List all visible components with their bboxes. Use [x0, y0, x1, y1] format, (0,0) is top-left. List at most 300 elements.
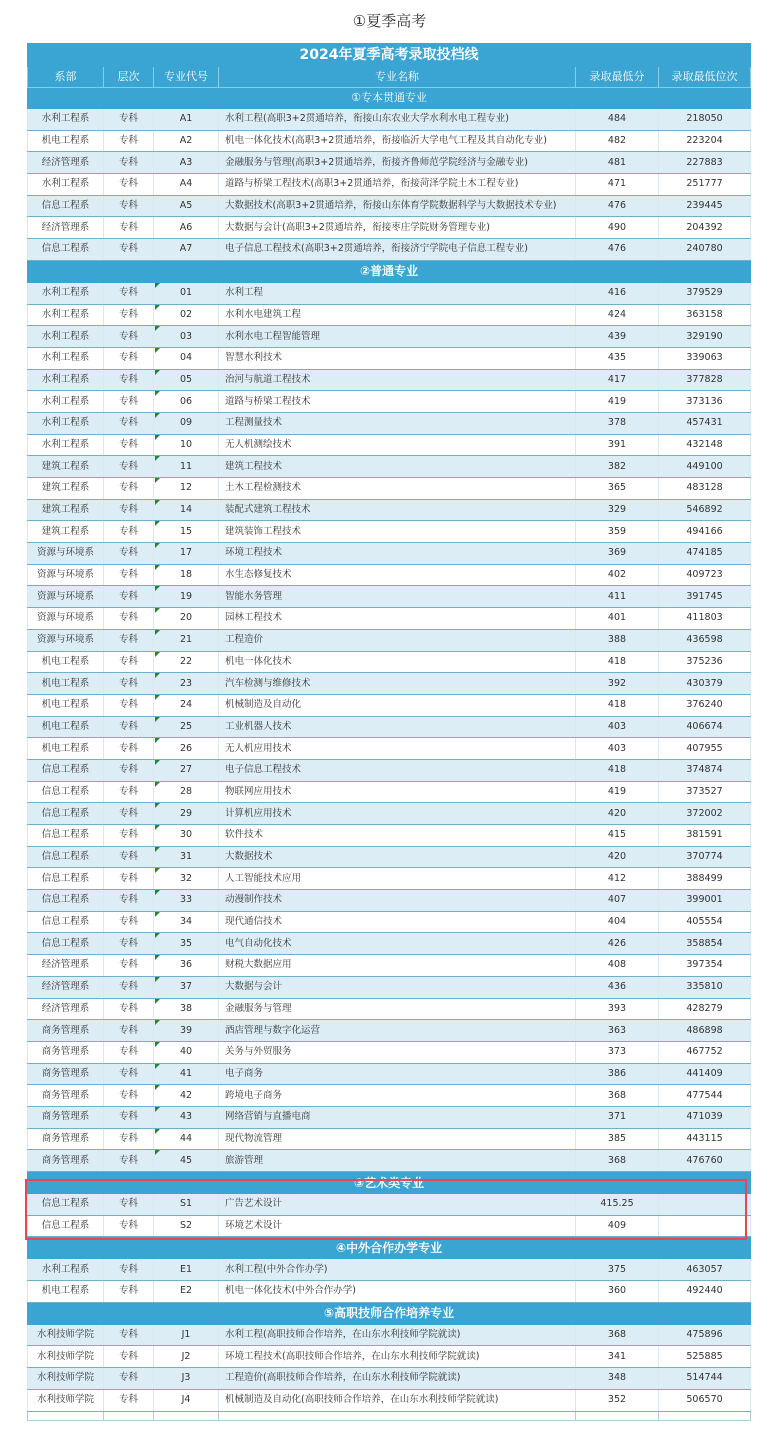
cell-major-name: 关务与外贸服务 [219, 1041, 576, 1063]
cell-min-rank: 363158 [659, 304, 751, 326]
cell-level: 专科 [104, 781, 154, 803]
table-row [28, 434, 751, 456]
cell-min-score: 348 [576, 1368, 659, 1390]
cell-major-code: 05 [154, 369, 219, 391]
cell-department: 机电工程系 [28, 1281, 104, 1303]
cell-min-rank: 463057 [659, 1259, 751, 1281]
cell-department: 水利工程系 [28, 304, 104, 326]
cell-level: 专科 [104, 825, 154, 847]
cell-department: 建筑工程系 [28, 499, 104, 521]
cell-major-code: 37 [154, 976, 219, 998]
cell-major-code: 10 [154, 434, 219, 456]
cell-major-code: 19 [154, 586, 219, 608]
cell-major-code: 38 [154, 998, 219, 1020]
cell-major-code: 26 [154, 738, 219, 760]
table-row [28, 152, 751, 174]
cell-min-rank: 388499 [659, 868, 751, 890]
cell-min-score: 391 [576, 434, 659, 456]
cell-min-rank: 546892 [659, 499, 751, 521]
cell-major-name: 机电一体化技术(高职3+2贯通培养，衔接临沂大学电气工程及其自动化专业) [219, 130, 576, 152]
cell-department: 商务管理系 [28, 1063, 104, 1085]
cell-level: 专科 [104, 109, 154, 131]
cell-min-score: 403 [576, 716, 659, 738]
cell-level: 专科 [104, 803, 154, 825]
cell-department: 资源与环境系 [28, 629, 104, 651]
cell-min-score: 484 [576, 109, 659, 131]
cell-major-code: 04 [154, 347, 219, 369]
cell-major-code: 42 [154, 1085, 219, 1107]
cell-min-rank: 227883 [659, 152, 751, 174]
cell-level: 专科 [104, 586, 154, 608]
cell-major-name: 网络营销与直播电商 [219, 1106, 576, 1128]
cell-min-rank: 240780 [659, 239, 751, 261]
cell-major-code: J1 [154, 1324, 219, 1346]
cell-department: 水利工程系 [28, 1259, 104, 1281]
cell-min-rank: 374874 [659, 759, 751, 781]
cell-level: 专科 [104, 1020, 154, 1042]
table-row [28, 1106, 751, 1128]
cell-level: 专科 [104, 412, 154, 434]
table-row [28, 998, 751, 1020]
table-row [28, 109, 751, 131]
cell-level: 专科 [104, 1194, 154, 1216]
cell-department: 水利工程系 [28, 434, 104, 456]
table-row [28, 478, 751, 500]
cell-min-score: 368 [576, 1324, 659, 1346]
cell-min-score: 417 [576, 369, 659, 391]
cell-min-rank: 506570 [659, 1389, 751, 1411]
table-row [28, 1215, 751, 1237]
table-row [28, 499, 751, 521]
cell-department: 信息工程系 [28, 803, 104, 825]
cell-major-name: 环境工程技术 [219, 543, 576, 565]
cell-min-rank: 375236 [659, 651, 751, 673]
cell-min-score: 419 [576, 781, 659, 803]
cell-department: 经济管理系 [28, 955, 104, 977]
cell-major-code: J3 [154, 1368, 219, 1390]
cell-major-name: 无人机应用技术 [219, 738, 576, 760]
cell-min-rank: 409723 [659, 564, 751, 586]
cell-major-name: 人工智能技术应用 [219, 868, 576, 890]
cell-min-rank: 223204 [659, 130, 751, 152]
cell-department: 建筑工程系 [28, 521, 104, 543]
cell-level: 专科 [104, 543, 154, 565]
cell-department: 机电工程系 [28, 716, 104, 738]
cell-major-code: 02 [154, 304, 219, 326]
column-header-major-code: 专业代号 [154, 67, 219, 88]
cell-department: 经济管理系 [28, 998, 104, 1020]
cell-major-code: 36 [154, 955, 219, 977]
section-header-row [28, 88, 751, 109]
cell-level: 专科 [104, 976, 154, 998]
cell-major-code: 17 [154, 543, 219, 565]
cell-level: 专科 [104, 1085, 154, 1107]
cell-major-code: E1 [154, 1259, 219, 1281]
cell-department: 信息工程系 [28, 759, 104, 781]
cell-level: 专科 [104, 152, 154, 174]
section-title: ③艺术类专业 [28, 1172, 751, 1194]
table-row [28, 217, 751, 239]
cell-major-name: 建筑装饰工程技术 [219, 521, 576, 543]
cell-major-code: 30 [154, 825, 219, 847]
table-row [28, 976, 751, 998]
cell-major-name: 现代物流管理 [219, 1128, 576, 1150]
cell-min-score: 476 [576, 239, 659, 261]
cell-major-name: 水利工程(高职3+2贯通培养，衔接山东农业大学水利水电工程专业) [219, 109, 576, 131]
cell-min-rank: 492440 [659, 1281, 751, 1303]
cell-major-name: 装配式建筑工程技术 [219, 499, 576, 521]
cell-major-name: 智慧水利技术 [219, 347, 576, 369]
cell-major-name: 环境工程技术(高职技师合作培养，在山东水利技师学院就读) [219, 1346, 576, 1368]
cell-major-code: 27 [154, 759, 219, 781]
cell-level: 专科 [104, 130, 154, 152]
cell-min-score: 386 [576, 1063, 659, 1085]
cell-major-code: 39 [154, 1020, 219, 1042]
cell-min-score: 369 [576, 543, 659, 565]
cell-min-score: 393 [576, 998, 659, 1020]
cell-major-code: A5 [154, 195, 219, 217]
cell-level: 专科 [104, 716, 154, 738]
cell-level: 专科 [104, 1128, 154, 1150]
cell-department: 水利工程系 [28, 282, 104, 304]
table-row [28, 781, 751, 803]
cell-major-name: 治河与航道工程技术 [219, 369, 576, 391]
cell-major-name: 动漫制作技术 [219, 890, 576, 912]
cell-level: 专科 [104, 1324, 154, 1346]
empty-cell [104, 1411, 154, 1420]
cell-min-score: 365 [576, 478, 659, 500]
cell-min-score: 482 [576, 130, 659, 152]
cell-min-rank: 370774 [659, 846, 751, 868]
cell-level: 专科 [104, 434, 154, 456]
cell-min-rank: 483128 [659, 478, 751, 500]
cell-department: 经济管理系 [28, 152, 104, 174]
cell-level: 专科 [104, 1150, 154, 1172]
cell-min-rank: 204392 [659, 217, 751, 239]
cell-major-code: A7 [154, 239, 219, 261]
cell-min-score: 360 [576, 1281, 659, 1303]
cell-department: 资源与环境系 [28, 564, 104, 586]
cell-department: 水利工程系 [28, 326, 104, 348]
cell-major-code: A6 [154, 217, 219, 239]
cell-min-score: 402 [576, 564, 659, 586]
table-row [28, 1368, 751, 1390]
cell-level: 专科 [104, 326, 154, 348]
cell-min-rank: 373527 [659, 781, 751, 803]
cell-department: 水利工程系 [28, 369, 104, 391]
section-title: ⑤高职技师合作培养专业 [28, 1302, 751, 1324]
table-row [28, 1041, 751, 1063]
cell-department: 水利工程系 [28, 109, 104, 131]
cell-major-name: 物联网应用技术 [219, 781, 576, 803]
cell-min-score: 420 [576, 803, 659, 825]
table-row [28, 521, 751, 543]
cell-major-code: J4 [154, 1389, 219, 1411]
cell-min-rank: 329190 [659, 326, 751, 348]
cell-major-name: 电气自动化技术 [219, 933, 576, 955]
cell-level: 专科 [104, 391, 154, 413]
cell-department: 商务管理系 [28, 1150, 104, 1172]
cell-major-name: 电子信息工程技术 [219, 759, 576, 781]
cell-level: 专科 [104, 478, 154, 500]
cell-department: 机电工程系 [28, 130, 104, 152]
cell-min-rank: 405554 [659, 911, 751, 933]
cell-min-score: 363 [576, 1020, 659, 1042]
table-row [28, 456, 751, 478]
cell-min-rank: 411803 [659, 608, 751, 630]
cell-department: 信息工程系 [28, 1215, 104, 1237]
cell-min-score: 415 [576, 825, 659, 847]
cell-min-score: 481 [576, 152, 659, 174]
section-header-row [28, 260, 751, 282]
cell-min-rank: 377828 [659, 369, 751, 391]
cell-min-score: 490 [576, 217, 659, 239]
cell-level: 专科 [104, 564, 154, 586]
cell-major-code: J2 [154, 1346, 219, 1368]
table-row [28, 564, 751, 586]
cell-level: 专科 [104, 521, 154, 543]
cell-min-score: 407 [576, 890, 659, 912]
cell-min-score: 418 [576, 651, 659, 673]
cell-min-rank: 486898 [659, 1020, 751, 1042]
cell-min-score: 359 [576, 521, 659, 543]
cell-major-code: 34 [154, 911, 219, 933]
table-row [28, 1259, 751, 1281]
cell-department: 水利技师学院 [28, 1346, 104, 1368]
table-row [28, 1128, 751, 1150]
table-row [28, 304, 751, 326]
cell-major-name: 电子商务 [219, 1063, 576, 1085]
cell-level: 专科 [104, 456, 154, 478]
cell-min-score: 403 [576, 738, 659, 760]
cell-level: 专科 [104, 1368, 154, 1390]
cell-min-rank: 477544 [659, 1085, 751, 1107]
table-row [28, 1063, 751, 1085]
cell-min-rank: 218050 [659, 109, 751, 131]
admission-score-table-wrapper [27, 43, 750, 1421]
cell-min-rank: 467752 [659, 1041, 751, 1063]
empty-cell [576, 1411, 659, 1420]
cell-min-score: 415.25 [576, 1194, 659, 1216]
cell-major-code: 41 [154, 1063, 219, 1085]
cell-department: 商务管理系 [28, 1085, 104, 1107]
table-row [28, 1389, 751, 1411]
cell-level: 专科 [104, 282, 154, 304]
table-body [28, 88, 751, 1421]
table-row [28, 586, 751, 608]
cell-major-name: 汽车检测与维修技术 [219, 673, 576, 695]
cell-major-code: 33 [154, 890, 219, 912]
cell-level: 专科 [104, 1389, 154, 1411]
cell-major-name: 水利水电工程智能管理 [219, 326, 576, 348]
cell-department: 机电工程系 [28, 738, 104, 760]
cell-major-name: 智能水务管理 [219, 586, 576, 608]
cell-major-code: A2 [154, 130, 219, 152]
cell-min-rank: 373136 [659, 391, 751, 413]
cell-min-rank: 406674 [659, 716, 751, 738]
cell-major-name: 电子信息工程技术(高职3+2贯通培养，衔接济宁学院电子信息工程专业) [219, 239, 576, 261]
cell-min-rank: 457431 [659, 412, 751, 434]
cell-department: 水利工程系 [28, 412, 104, 434]
cell-major-code: 35 [154, 933, 219, 955]
cell-major-name: 机电一体化技术(中外合作办学) [219, 1281, 576, 1303]
cell-min-rank: 376240 [659, 694, 751, 716]
cell-min-rank: 358854 [659, 933, 751, 955]
table-row [28, 1194, 751, 1216]
table-row [28, 694, 751, 716]
cell-major-code: 24 [154, 694, 219, 716]
cell-min-rank: 239445 [659, 195, 751, 217]
cell-major-code: 29 [154, 803, 219, 825]
cell-major-code: 15 [154, 521, 219, 543]
cell-major-name: 水利工程(中外合作办学) [219, 1259, 576, 1281]
cell-major-code: 12 [154, 478, 219, 500]
cell-min-rank: 436598 [659, 629, 751, 651]
cell-level: 专科 [104, 217, 154, 239]
cell-min-score: 341 [576, 1346, 659, 1368]
admission-score-table [27, 43, 751, 1421]
cell-min-score: 375 [576, 1259, 659, 1281]
cell-major-name: 机械制造及自动化 [219, 694, 576, 716]
cell-major-code: 18 [154, 564, 219, 586]
table-row [28, 759, 751, 781]
cell-level: 专科 [104, 890, 154, 912]
cell-min-score: 385 [576, 1128, 659, 1150]
cell-major-name: 园林工程技术 [219, 608, 576, 630]
empty-cell [659, 1411, 751, 1420]
cell-department: 资源与环境系 [28, 543, 104, 565]
cell-major-name: 建筑工程技术 [219, 456, 576, 478]
cell-min-score: 412 [576, 868, 659, 890]
cell-min-score: 435 [576, 347, 659, 369]
cell-department: 水利工程系 [28, 391, 104, 413]
column-header-min-rank: 录取最低位次 [659, 67, 751, 88]
cell-major-code: 45 [154, 1150, 219, 1172]
section-title: ②普通专业 [28, 260, 751, 282]
cell-department: 经济管理系 [28, 217, 104, 239]
cell-major-name: 工程造价(高职技师合作培养，在山东水利技师学院就读) [219, 1368, 576, 1390]
cell-major-name: 环境艺术设计 [219, 1215, 576, 1237]
cell-department: 商务管理系 [28, 1041, 104, 1063]
column-header-min-score: 录取最低分 [576, 67, 659, 88]
cell-level: 专科 [104, 1259, 154, 1281]
cell-department: 信息工程系 [28, 781, 104, 803]
cell-min-rank: 432148 [659, 434, 751, 456]
table-row [28, 890, 751, 912]
table-row [28, 608, 751, 630]
cell-major-code: 28 [154, 781, 219, 803]
cell-major-code: 14 [154, 499, 219, 521]
cell-min-score: 418 [576, 759, 659, 781]
cell-min-rank: 441409 [659, 1063, 751, 1085]
cell-major-code: 03 [154, 326, 219, 348]
cell-department: 水利技师学院 [28, 1324, 104, 1346]
cell-min-score: 329 [576, 499, 659, 521]
table-title-row [28, 44, 751, 67]
section-header-row [28, 1237, 751, 1259]
cell-department: 建筑工程系 [28, 456, 104, 478]
cell-level: 专科 [104, 1215, 154, 1237]
table-row [28, 543, 751, 565]
cell-major-code: A3 [154, 152, 219, 174]
table-row [28, 347, 751, 369]
cell-department: 信息工程系 [28, 868, 104, 890]
table-row [28, 716, 751, 738]
table-row [28, 130, 751, 152]
section-header-row [28, 1172, 751, 1194]
cell-min-score: 392 [576, 673, 659, 695]
cell-major-name: 道路与桥梁工程技术 [219, 391, 576, 413]
table-row [28, 239, 751, 261]
cell-min-rank: 474185 [659, 543, 751, 565]
cell-major-code: 32 [154, 868, 219, 890]
cell-major-name: 机电一体化技术 [219, 651, 576, 673]
cell-department: 机电工程系 [28, 694, 104, 716]
cell-major-code: 09 [154, 412, 219, 434]
cell-level: 专科 [104, 738, 154, 760]
cell-min-rank: 428279 [659, 998, 751, 1020]
cell-major-name: 大数据与会计 [219, 976, 576, 998]
table-row [28, 1150, 751, 1172]
cell-major-code: S2 [154, 1215, 219, 1237]
cell-min-score: 371 [576, 1106, 659, 1128]
cell-min-score: 418 [576, 694, 659, 716]
cell-department: 建筑工程系 [28, 478, 104, 500]
table-row [28, 846, 751, 868]
cell-min-score: 404 [576, 911, 659, 933]
cell-min-score: 420 [576, 846, 659, 868]
cell-major-name: 大数据技术(高职3+2贯通培养，衔接山东体育学院数据科学与大数据技术专业) [219, 195, 576, 217]
cell-department: 信息工程系 [28, 846, 104, 868]
cell-department: 信息工程系 [28, 911, 104, 933]
cell-major-name: 金融服务与管理(高职3+2贯通培养，衔接齐鲁师范学院经济与金融专业) [219, 152, 576, 174]
cell-level: 专科 [104, 629, 154, 651]
cell-level: 专科 [104, 998, 154, 1020]
cell-department: 信息工程系 [28, 1194, 104, 1216]
cell-department: 信息工程系 [28, 890, 104, 912]
cell-department: 信息工程系 [28, 195, 104, 217]
section-title: ①专本贯通专业 [28, 88, 751, 109]
cell-department: 信息工程系 [28, 933, 104, 955]
cell-min-rank: 339063 [659, 347, 751, 369]
cell-major-code: S1 [154, 1194, 219, 1216]
cell-major-name: 大数据与会计(高职3+2贯通培养，衔接枣庄学院财务管理专业) [219, 217, 576, 239]
table-row [28, 1281, 751, 1303]
table-row [28, 369, 751, 391]
cell-min-rank: 251777 [659, 174, 751, 196]
cell-min-score: 476 [576, 195, 659, 217]
table-row [28, 651, 751, 673]
cell-min-rank: 407955 [659, 738, 751, 760]
cell-min-score: 419 [576, 391, 659, 413]
cell-department: 商务管理系 [28, 1106, 104, 1128]
column-header-department: 系部 [28, 67, 104, 88]
cell-level: 专科 [104, 304, 154, 326]
empty-cell [219, 1411, 576, 1420]
section-header-row [28, 1302, 751, 1324]
cell-major-name: 无人机测绘技术 [219, 434, 576, 456]
cell-level: 专科 [104, 1106, 154, 1128]
table-row [28, 1324, 751, 1346]
table-row [28, 825, 751, 847]
cell-major-name: 水生态修复技术 [219, 564, 576, 586]
cell-level: 专科 [104, 759, 154, 781]
cell-min-score: 382 [576, 456, 659, 478]
table-row [28, 282, 751, 304]
cell-min-score: 436 [576, 976, 659, 998]
column-header-major-name: 专业名称 [219, 67, 576, 88]
cell-min-score: 378 [576, 412, 659, 434]
